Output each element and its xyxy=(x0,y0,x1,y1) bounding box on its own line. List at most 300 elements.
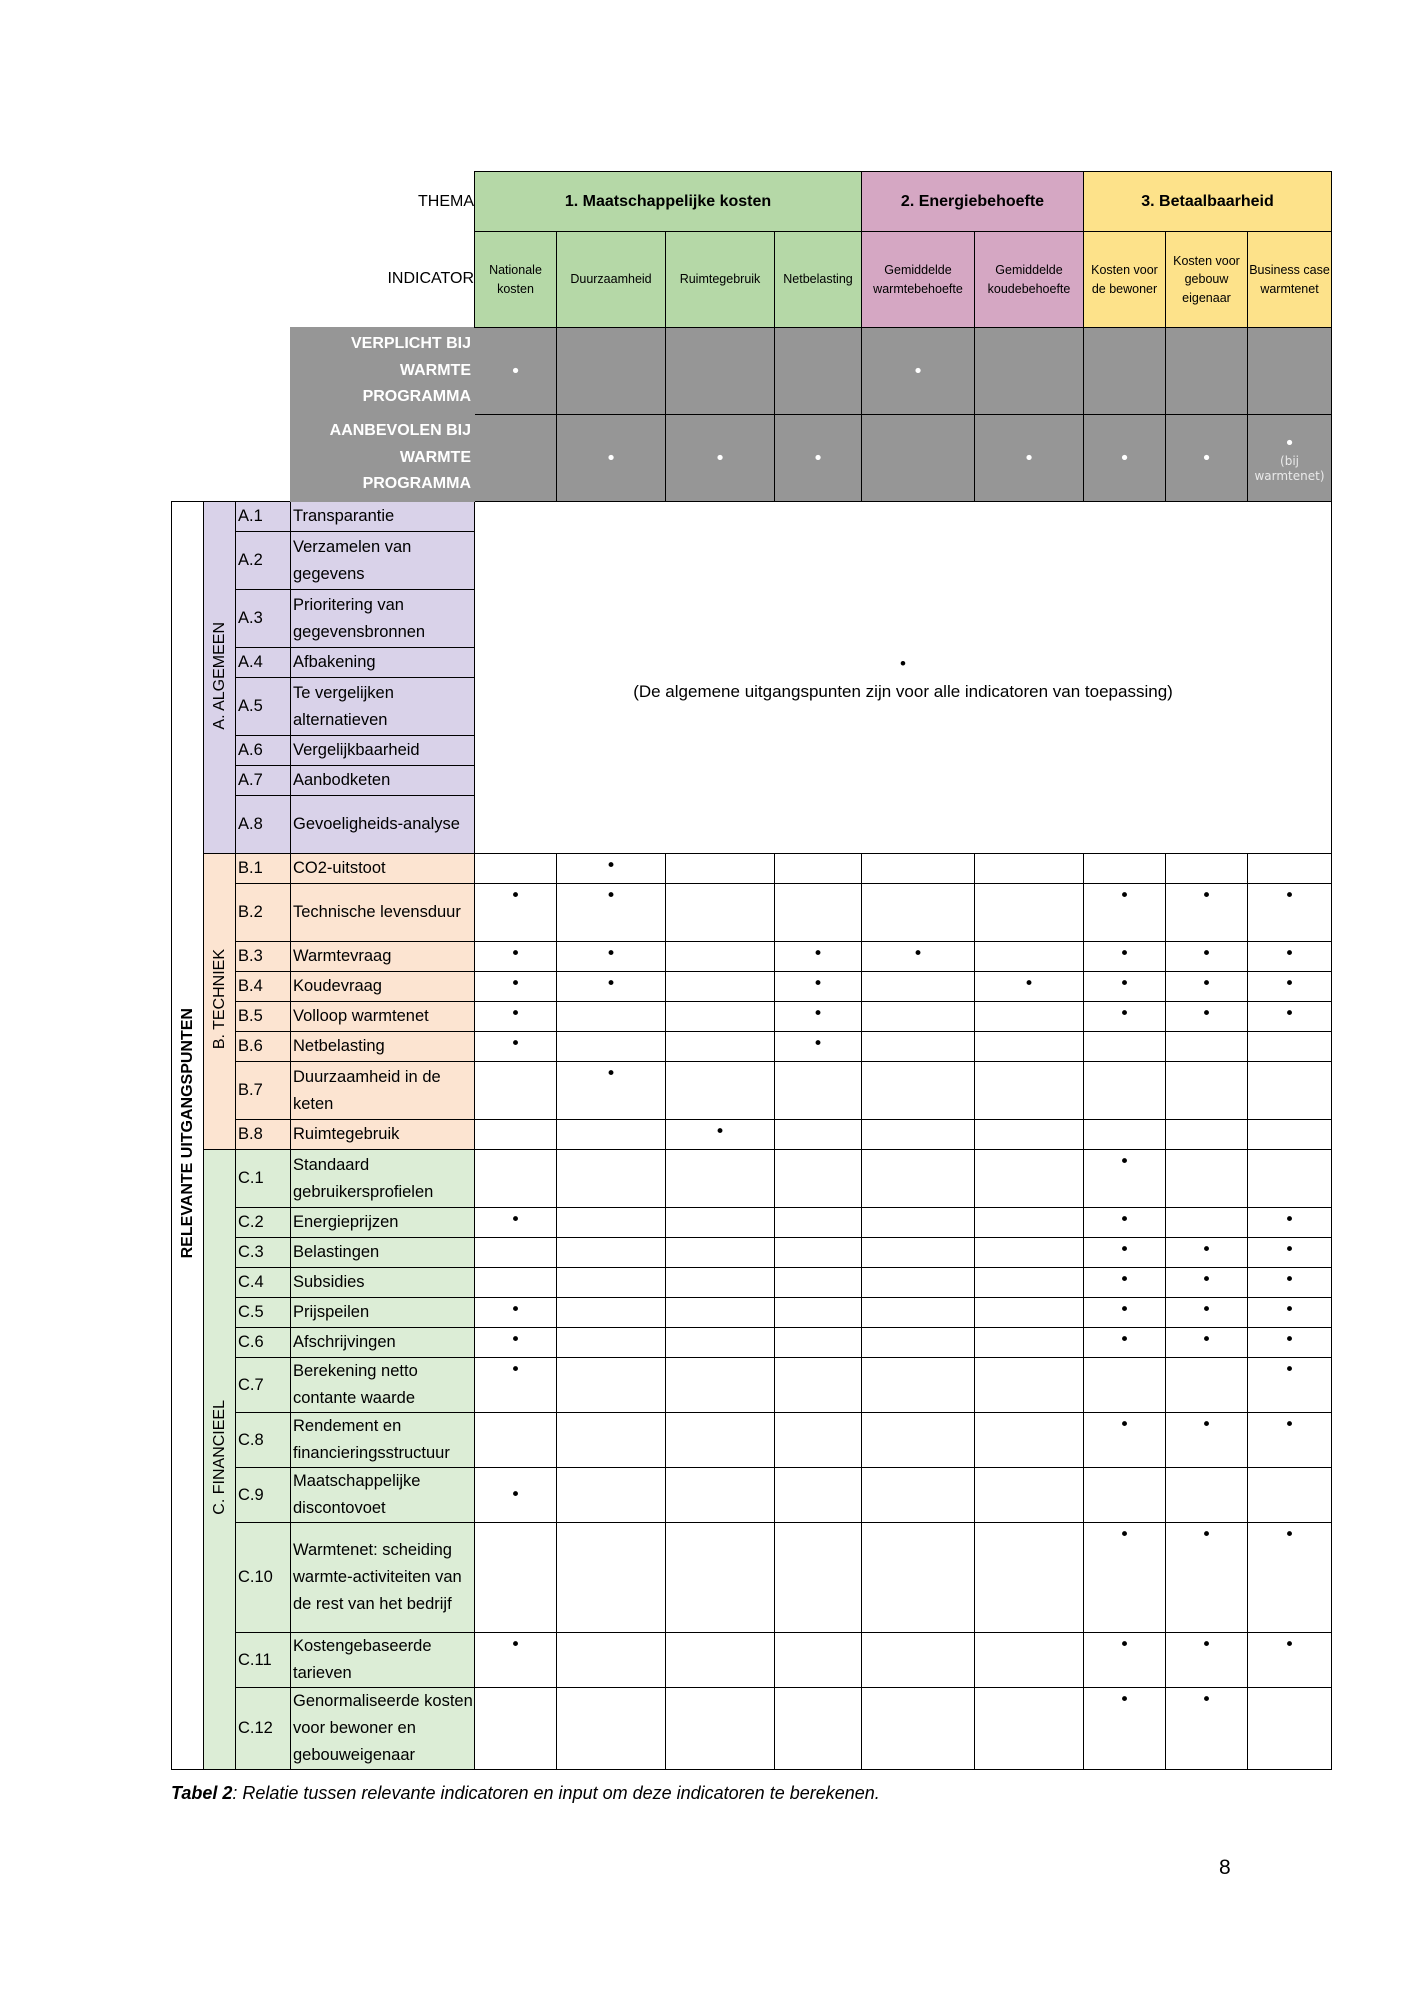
mark-gemiddelde-warmtebehoefte xyxy=(862,854,975,884)
mark-gemiddelde-koudebehoefte xyxy=(975,1468,1084,1523)
row-code: C.9 xyxy=(236,1468,291,1523)
mark-business-case-warmtenet xyxy=(1248,1120,1332,1150)
mark-kosten-gebouw-eigenaar xyxy=(1166,1032,1248,1062)
mark-gemiddelde-warmtebehoefte xyxy=(862,884,975,942)
mark-business-case-warmtenet: • xyxy=(1248,884,1332,942)
outer-label-text: RELEVANTE UITGANGSPUNTEN xyxy=(178,1008,196,1259)
aanbevolen-mark-kosten-gebouw-eigenaar xyxy=(1166,415,1248,502)
verplicht-mark-netbelasting xyxy=(775,328,862,415)
mark-kosten-bewoner: • xyxy=(1084,1238,1166,1268)
mark-ruimtegebruik xyxy=(666,854,775,884)
mark-kosten-bewoner: • xyxy=(1084,884,1166,942)
mark-business-case-warmtenet: • xyxy=(1248,1298,1332,1328)
row-name: Afbakening xyxy=(291,648,475,678)
row-name: Te vergelijken alternatieven xyxy=(291,678,475,736)
caption-label: Tabel 2 xyxy=(171,1783,233,1803)
mark-netbelasting xyxy=(775,1688,862,1770)
aanbevolen-mark-ruimtegebruik xyxy=(666,415,775,502)
mark-duurzaamheid xyxy=(557,1468,666,1523)
row-name: Berekening netto contante waarde xyxy=(291,1358,475,1413)
mark-netbelasting xyxy=(775,1633,862,1688)
mark-kosten-gebouw-eigenaar xyxy=(1166,1468,1248,1523)
mark-kosten-gebouw-eigenaar: • xyxy=(1166,884,1248,942)
mark-kosten-bewoner: • xyxy=(1084,1328,1166,1358)
mark-kosten-gebouw-eigenaar: • xyxy=(1166,1298,1248,1328)
mark-netbelasting xyxy=(775,1358,862,1413)
mark-duurzaamheid xyxy=(557,1268,666,1298)
indicator-kosten-bewoner: Kosten voor de bewoner xyxy=(1084,232,1166,328)
mark-duurzaamheid xyxy=(557,1688,666,1770)
mark-nationale-kosten: • xyxy=(475,972,557,1002)
mark-nationale-kosten: • xyxy=(475,1208,557,1238)
table-row xyxy=(172,1268,1332,1298)
mark-gemiddelde-warmtebehoefte xyxy=(862,1120,975,1150)
mark-kosten-gebouw-eigenaar xyxy=(1166,1120,1248,1150)
mark-gemiddelde-warmtebehoefte xyxy=(862,1062,975,1120)
mark-gemiddelde-warmtebehoefte xyxy=(862,1298,975,1328)
aanbevolen-mark-kosten-bewoner xyxy=(1084,415,1166,502)
mark-gemiddelde-warmtebehoefte xyxy=(862,1002,975,1032)
mark-netbelasting xyxy=(775,854,862,884)
mark-ruimtegebruik xyxy=(666,1633,775,1688)
mark-kosten-bewoner: • xyxy=(1084,1002,1166,1032)
mark-gemiddelde-koudebehoefte xyxy=(975,1413,1084,1468)
row-name: Warmtenet: scheiding warmte-activiteiten van de rest van het bedrijf xyxy=(291,1523,475,1633)
row-code: C.10 xyxy=(236,1523,291,1633)
row-name: Duurzaamheid in de keten xyxy=(291,1062,475,1120)
mark-duurzaamheid xyxy=(557,1208,666,1238)
row-code: C.11 xyxy=(236,1633,291,1688)
row-name: Afschrijvingen xyxy=(291,1328,475,1358)
table-row xyxy=(172,1032,1332,1062)
group-c-label xyxy=(204,1150,236,1770)
row-code: B.3 xyxy=(236,942,291,972)
row-name: Energieprijzen xyxy=(291,1208,475,1238)
row-name: Warmtevraag xyxy=(291,942,475,972)
mark-business-case-warmtenet: • xyxy=(1248,1238,1332,1268)
table-row xyxy=(172,1002,1332,1032)
aanbevolen-mark-gemiddelde-warmtebehoefte xyxy=(862,415,975,502)
mark-duurzaamheid xyxy=(557,1002,666,1032)
mark-gemiddelde-koudebehoefte xyxy=(975,1002,1084,1032)
mark-business-case-warmtenet: • xyxy=(1248,1633,1332,1688)
mark-duurzaamheid xyxy=(557,1328,666,1358)
mark-kosten-bewoner: • xyxy=(1084,1298,1166,1328)
verplicht-mark-kosten-bewoner xyxy=(1084,328,1166,415)
table-row xyxy=(172,854,1332,884)
group-a-label xyxy=(204,502,236,854)
mark-gemiddelde-warmtebehoefte xyxy=(862,1413,975,1468)
mark-nationale-kosten xyxy=(475,1413,557,1468)
mark-nationale-kosten xyxy=(475,1688,557,1770)
mark-nationale-kosten xyxy=(475,1062,557,1120)
row-code: C.2 xyxy=(236,1208,291,1238)
row-name: CO2-uitstoot xyxy=(291,854,475,884)
mark-nationale-kosten: • xyxy=(475,1633,557,1688)
mark-kosten-bewoner xyxy=(1084,1032,1166,1062)
mark-kosten-gebouw-eigenaar: • xyxy=(1166,1238,1248,1268)
mark-nationale-kosten: • xyxy=(475,884,557,942)
mark-nationale-kosten xyxy=(475,854,557,884)
mark-business-case-warmtenet: • xyxy=(1248,1208,1332,1238)
row-code: B.1 xyxy=(236,854,291,884)
mark-gemiddelde-koudebehoefte xyxy=(975,884,1084,942)
mark-kosten-bewoner: • xyxy=(1084,942,1166,972)
verplicht-mark-ruimtegebruik xyxy=(666,328,775,415)
row-code: C.8 xyxy=(236,1413,291,1468)
group-a-text: A. ALGEMEEN xyxy=(210,621,228,730)
mark-netbelasting xyxy=(775,1238,862,1268)
row-code: A.1 xyxy=(236,502,291,532)
mark-duurzaamheid: • xyxy=(557,884,666,942)
mark-ruimtegebruik xyxy=(666,1523,775,1633)
row-name: Rendement en financieringsstructuur xyxy=(291,1413,475,1468)
mark-ruimtegebruik xyxy=(666,942,775,972)
mark-kosten-gebouw-eigenaar xyxy=(1166,1062,1248,1120)
mark-kosten-gebouw-eigenaar: • xyxy=(1166,972,1248,1002)
table-row xyxy=(172,502,1332,532)
verplicht-mark-duurzaamheid xyxy=(557,328,666,415)
mark-business-case-warmtenet: • xyxy=(1248,972,1332,1002)
mark-duurzaamheid xyxy=(557,1032,666,1062)
mark-netbelasting: • xyxy=(775,1032,862,1062)
theme-maatschappelijke-kosten: 1. Maatschappelijke kosten xyxy=(475,172,862,232)
mark-duurzaamheid xyxy=(557,1150,666,1208)
caption-text: : Relatie tussen relevante indicatoren en input om deze indicatoren te berekenen. xyxy=(232,1783,880,1803)
verplicht-mark-gemiddelde-warmtebehoefte: • xyxy=(862,328,975,415)
indicator-gemiddelde-koudebehoefte: Gemiddelde koudebehoefte xyxy=(975,232,1084,328)
row-code: A.6 xyxy=(236,736,291,766)
mark-kosten-bewoner: • xyxy=(1084,1413,1166,1468)
aanbevolen-mark: • xyxy=(1119,447,1130,469)
mark-ruimtegebruik xyxy=(666,972,775,1002)
mark-duurzaamheid xyxy=(557,1633,666,1688)
mark-kosten-bewoner: • xyxy=(1084,1633,1166,1688)
row-code: B.6 xyxy=(236,1032,291,1062)
mark-kosten-bewoner: • xyxy=(1084,1523,1166,1633)
row-code: C.7 xyxy=(236,1358,291,1413)
mark-gemiddelde-warmtebehoefte xyxy=(862,1268,975,1298)
aanbevolen-mark: • xyxy=(714,447,726,469)
aanbevolen-mark-gemiddelde-koudebehoefte xyxy=(975,415,1084,502)
mark-gemiddelde-warmtebehoefte xyxy=(862,1238,975,1268)
mark-business-case-warmtenet xyxy=(1248,854,1332,884)
aanbevolen-note: (bij warmtenet) xyxy=(1254,453,1325,483)
mark-business-case-warmtenet: • xyxy=(1248,1523,1332,1633)
row-code: C.6 xyxy=(236,1328,291,1358)
indicator-row xyxy=(172,232,1332,328)
mark-ruimtegebruik xyxy=(666,1298,775,1328)
verplicht-mark-gemiddelde-koudebehoefte xyxy=(975,328,1084,415)
aanbevolen-row xyxy=(172,415,1332,502)
mark-gemiddelde-koudebehoefte xyxy=(975,1328,1084,1358)
mark-nationale-kosten: • xyxy=(475,1358,557,1413)
row-name: Verzamelen van gegevens xyxy=(291,532,475,590)
aanbevolen-mark: • xyxy=(812,447,824,469)
mark-netbelasting xyxy=(775,1208,862,1238)
mark-business-case-warmtenet xyxy=(1248,1032,1332,1062)
mark-netbelasting xyxy=(775,1413,862,1468)
mark-ruimtegebruik xyxy=(666,1268,775,1298)
aanbevolen-label: AANBEVOLEN BIJ WARMTE PROGRAMMA xyxy=(291,415,475,502)
row-name: Subsidies xyxy=(291,1268,475,1298)
row-code: A.3 xyxy=(236,590,291,648)
mark-business-case-warmtenet xyxy=(1248,1150,1332,1208)
group-b-text: B. TECHNIEK xyxy=(210,949,228,1050)
mark-kosten-gebouw-eigenaar: • xyxy=(1166,1523,1248,1633)
mark-nationale-kosten xyxy=(475,1523,557,1633)
mark-kosten-bewoner: • xyxy=(1084,1268,1166,1298)
group-b-label xyxy=(204,854,236,1150)
mark-gemiddelde-warmtebehoefte xyxy=(862,1468,975,1523)
aanbevolen-mark: • xyxy=(1023,447,1035,469)
mark-business-case-warmtenet: • xyxy=(1248,1002,1332,1032)
mark-kosten-gebouw-eigenaar: • xyxy=(1166,1328,1248,1358)
row-name: Aanbodketen xyxy=(291,766,475,796)
table-row xyxy=(172,1413,1332,1468)
mark-ruimtegebruik xyxy=(666,1002,775,1032)
mark-ruimtegebruik xyxy=(666,1358,775,1413)
mark-netbelasting xyxy=(775,1298,862,1328)
mark-gemiddelde-koudebehoefte xyxy=(975,942,1084,972)
mark-gemiddelde-koudebehoefte xyxy=(975,1688,1084,1770)
row-name: Prioritering van gegevensbronnen xyxy=(291,590,475,648)
row-code: A.7 xyxy=(236,766,291,796)
row-code: B.7 xyxy=(236,1062,291,1120)
mark-kosten-gebouw-eigenaar xyxy=(1166,1208,1248,1238)
verplicht-row xyxy=(172,328,1332,415)
aanbevolen-mark: • xyxy=(1284,432,1295,454)
mark-nationale-kosten: • xyxy=(475,1002,557,1032)
mark-business-case-warmtenet: • xyxy=(1248,942,1332,972)
thema-label: THEMA xyxy=(418,192,474,210)
mark-kosten-bewoner xyxy=(1084,854,1166,884)
mark-netbelasting xyxy=(775,1150,862,1208)
aanbevolen-mark-netbelasting xyxy=(775,415,862,502)
row-name: Koudevraag xyxy=(291,972,475,1002)
mark-ruimtegebruik xyxy=(666,1208,775,1238)
mark-ruimtegebruik: • xyxy=(666,1120,775,1150)
mark-nationale-kosten: • xyxy=(475,942,557,972)
mark-gemiddelde-koudebehoefte xyxy=(975,1523,1084,1633)
row-name: Netbelasting xyxy=(291,1032,475,1062)
row-code: A.4 xyxy=(236,648,291,678)
mark-business-case-warmtenet xyxy=(1248,1688,1332,1770)
mark-gemiddelde-koudebehoefte xyxy=(975,1208,1084,1238)
indicator-business-case-warmtenet: Business case warmtenet xyxy=(1248,232,1332,328)
mark-gemiddelde-koudebehoefte xyxy=(975,1032,1084,1062)
row-code: B.2 xyxy=(236,884,291,942)
indicator-kosten-gebouw-eigenaar: Kosten voor gebouw eigenaar xyxy=(1166,232,1248,328)
row-name: Standaard gebruikersprofielen xyxy=(291,1150,475,1208)
mark-ruimtegebruik xyxy=(666,1413,775,1468)
mark-kosten-gebouw-eigenaar xyxy=(1166,1358,1248,1413)
row-name: Volloop warmtenet xyxy=(291,1002,475,1032)
mark-business-case-warmtenet: • xyxy=(1248,1328,1332,1358)
algemeen-merged-cell xyxy=(475,502,1332,854)
mark-business-case-warmtenet xyxy=(1248,1468,1332,1523)
mark-kosten-bewoner: • xyxy=(1084,1208,1166,1238)
mark-kosten-bewoner: • xyxy=(1084,1688,1166,1770)
row-code: A.2 xyxy=(236,532,291,590)
mark-netbelasting xyxy=(775,1523,862,1633)
row-name: Transparantie xyxy=(291,502,475,532)
verplicht-mark-business-case-warmtenet xyxy=(1248,328,1332,415)
mark-gemiddelde-warmtebehoefte xyxy=(862,1688,975,1770)
mark-nationale-kosten xyxy=(475,1238,557,1268)
mark-gemiddelde-warmtebehoefte xyxy=(862,1032,975,1062)
mark-ruimtegebruik xyxy=(666,1688,775,1770)
mark-ruimtegebruik xyxy=(666,884,775,942)
mark-netbelasting xyxy=(775,1468,862,1523)
mark-kosten-gebouw-eigenaar: • xyxy=(1166,1002,1248,1032)
mark-kosten-bewoner: • xyxy=(1084,1150,1166,1208)
mark-gemiddelde-koudebehoefte xyxy=(975,1062,1084,1120)
indicator-nationale-kosten: Nationale kosten xyxy=(475,232,557,328)
table-row xyxy=(172,1298,1332,1328)
mark-ruimtegebruik xyxy=(666,1032,775,1062)
mark-kosten-gebouw-eigenaar: • xyxy=(1166,1413,1248,1468)
page-number: 8 xyxy=(1219,1856,1231,1879)
mark-gemiddelde-koudebehoefte xyxy=(975,1298,1084,1328)
mark-gemiddelde-koudebehoefte xyxy=(975,1150,1084,1208)
verplicht-label: VERPLICHT BIJ WARMTE PROGRAMMA xyxy=(291,328,475,415)
mark-ruimtegebruik xyxy=(666,1468,775,1523)
mark-ruimtegebruik xyxy=(666,1062,775,1120)
aanbevolen-mark-business-case-warmtenet xyxy=(1248,415,1332,502)
aanbevolen-mark-duurzaamheid xyxy=(557,415,666,502)
algemeen-note: (De algemene uitgangspunten zijn voor alle indicatoren van toepassing) xyxy=(633,681,1173,701)
mark-business-case-warmtenet: • xyxy=(1248,1358,1332,1413)
mark-duurzaamheid xyxy=(557,1298,666,1328)
mark-gemiddelde-warmtebehoefte xyxy=(862,1633,975,1688)
verplicht-mark-nationale-kosten: • xyxy=(475,328,557,415)
mark-nationale-kosten xyxy=(475,1268,557,1298)
indicator-ruimtegebruik: Ruimtegebruik xyxy=(666,232,775,328)
mark-duurzaamheid xyxy=(557,1358,666,1413)
row-name: Ruimtegebruik xyxy=(291,1120,475,1150)
theme-energiebehoefte: 2. Energiebehoefte xyxy=(862,172,1084,232)
mark-kosten-bewoner xyxy=(1084,1468,1166,1523)
mark-gemiddelde-warmtebehoefte: • xyxy=(862,942,975,972)
table-row xyxy=(172,1238,1332,1268)
mark-nationale-kosten: • xyxy=(475,1468,557,1523)
mark-kosten-gebouw-eigenaar xyxy=(1166,854,1248,884)
mark-kosten-bewoner xyxy=(1084,1358,1166,1413)
theme-betaalbaarheid: 3. Betaalbaarheid xyxy=(1084,172,1332,232)
algemeen-mark: • xyxy=(900,654,906,674)
row-code: C.1 xyxy=(236,1150,291,1208)
mark-gemiddelde-warmtebehoefte xyxy=(862,1358,975,1413)
mark-gemiddelde-koudebehoefte xyxy=(975,854,1084,884)
mark-netbelasting xyxy=(775,1120,862,1150)
mark-kosten-bewoner xyxy=(1084,1120,1166,1150)
table-row xyxy=(172,972,1332,1002)
mark-gemiddelde-koudebehoefte: • xyxy=(975,972,1084,1002)
table-row xyxy=(172,1633,1332,1688)
relevante-uitgangspunten-label xyxy=(172,502,204,1770)
mark-nationale-kosten: • xyxy=(475,1298,557,1328)
mark-netbelasting: • xyxy=(775,942,862,972)
mark-duurzaamheid xyxy=(557,1120,666,1150)
indicator-duurzaamheid: Duurzaamheid xyxy=(557,232,666,328)
mark-netbelasting xyxy=(775,1268,862,1298)
mark-gemiddelde-koudebehoefte xyxy=(975,1358,1084,1413)
row-name: Vergelijkbaarheid xyxy=(291,736,475,766)
mark-gemiddelde-warmtebehoefte xyxy=(862,1523,975,1633)
aanbevolen-mark: • xyxy=(1201,447,1212,469)
table-row xyxy=(172,1150,1332,1208)
mark-netbelasting: • xyxy=(775,1002,862,1032)
mark-nationale-kosten: • xyxy=(475,1328,557,1358)
table-row xyxy=(172,1688,1332,1770)
row-code: C.12 xyxy=(236,1688,291,1770)
mark-kosten-gebouw-eigenaar xyxy=(1166,1150,1248,1208)
indicator-netbelasting: Netbelasting xyxy=(775,232,862,328)
row-name: Kostengebaseerde tarieven xyxy=(291,1633,475,1688)
mark-business-case-warmtenet: • xyxy=(1248,1413,1332,1468)
mark-ruimtegebruik xyxy=(666,1328,775,1358)
mark-nationale-kosten xyxy=(475,1150,557,1208)
table-row xyxy=(172,1120,1332,1150)
mark-gemiddelde-warmtebehoefte xyxy=(862,1208,975,1238)
aanbevolen-mark: • xyxy=(605,447,617,469)
row-code: C.4 xyxy=(236,1268,291,1298)
mark-kosten-gebouw-eigenaar: • xyxy=(1166,1688,1248,1770)
row-name: Technische levensduur xyxy=(291,884,475,942)
verplicht-mark-kosten-gebouw-eigenaar xyxy=(1166,328,1248,415)
mark-gemiddelde-warmtebehoefte xyxy=(862,972,975,1002)
indicator-label: INDICATOR xyxy=(387,270,474,288)
table-row xyxy=(172,1062,1332,1120)
mark-duurzaamheid: • xyxy=(557,854,666,884)
mark-business-case-warmtenet xyxy=(1248,1062,1332,1120)
mark-netbelasting xyxy=(775,1062,862,1120)
mark-gemiddelde-koudebehoefte xyxy=(975,1633,1084,1688)
table-row xyxy=(172,1328,1332,1358)
thema-row xyxy=(172,172,1332,232)
mark-duurzaamheid: • xyxy=(557,972,666,1002)
mark-netbelasting xyxy=(775,884,862,942)
mark-netbelasting: • xyxy=(775,972,862,1002)
table-row xyxy=(172,1468,1332,1523)
mark-kosten-gebouw-eigenaar: • xyxy=(1166,1268,1248,1298)
row-name: Maatschappelijke discontovoet xyxy=(291,1468,475,1523)
row-code: C.3 xyxy=(236,1238,291,1268)
mark-gemiddelde-warmtebehoefte xyxy=(862,1150,975,1208)
table-row xyxy=(172,884,1332,942)
mark-business-case-warmtenet: • xyxy=(1248,1268,1332,1298)
mark-duurzaamheid xyxy=(557,1238,666,1268)
row-name: Gevoeligheids-analyse xyxy=(291,796,475,854)
mark-ruimtegebruik xyxy=(666,1238,775,1268)
row-name: Genormaliseerde kosten voor bewoner en gebouweigenaar xyxy=(291,1688,475,1770)
mark-nationale-kosten xyxy=(475,1120,557,1150)
mark-kosten-bewoner: • xyxy=(1084,972,1166,1002)
mark-gemiddelde-koudebehoefte xyxy=(975,1238,1084,1268)
aanbevolen-mark-nationale-kosten xyxy=(475,415,557,502)
table-caption xyxy=(171,1783,880,1804)
row-code: A.8 xyxy=(236,796,291,854)
mark-duurzaamheid xyxy=(557,1523,666,1633)
mark-duurzaamheid: • xyxy=(557,1062,666,1120)
mark-gemiddelde-koudebehoefte xyxy=(975,1120,1084,1150)
row-code: C.5 xyxy=(236,1298,291,1328)
table-row xyxy=(172,1208,1332,1238)
mark-ruimtegebruik xyxy=(666,1150,775,1208)
mark-gemiddelde-koudebehoefte xyxy=(975,1268,1084,1298)
mark-kosten-gebouw-eigenaar: • xyxy=(1166,1633,1248,1688)
